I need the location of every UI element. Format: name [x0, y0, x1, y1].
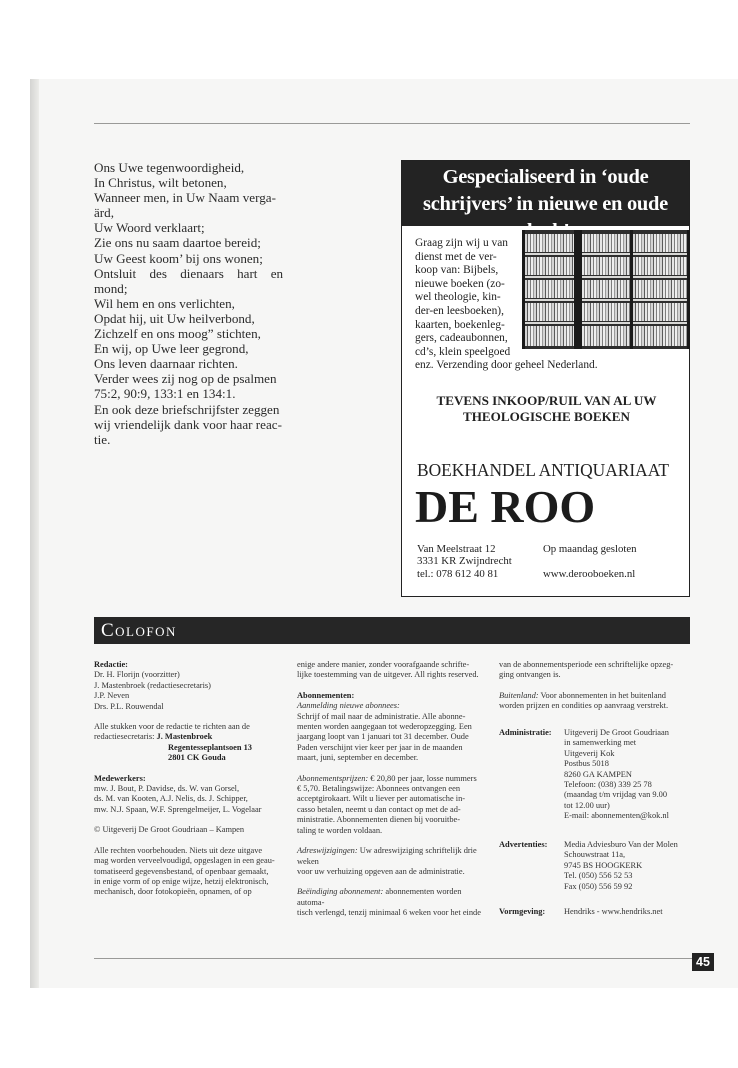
- prijzen-label: Abonnementsprijzen:: [297, 773, 369, 783]
- poem-line: Wil hem en ons verlichten,: [94, 295, 235, 311]
- beeindiging-value: abonnementen worden automa-: [297, 887, 462, 907]
- top-rule: [94, 123, 690, 124]
- colofon-header: [94, 617, 690, 644]
- administratie-block: [564, 728, 669, 822]
- ad-text-line: gers, cadeaubonnen,: [415, 332, 508, 345]
- rights-line: in enige vorm of op enige wijze, hetzij elektronisch,: [94, 876, 269, 886]
- medewerkers-line: ds. M. van Kooten, A.J. Nelis, ds. J. Schipper,: [94, 794, 248, 804]
- ad-phone: tel.: 078 612 40 81: [417, 567, 499, 580]
- ad-text-line: koop van: Bijbels,: [415, 264, 499, 277]
- prijzen-line: € 5,70. Betalingswijze: Abonnees ontvangen een: [297, 784, 461, 794]
- abonnementen-heading: Abonnementen:: [297, 690, 355, 700]
- bookshop-advertisement: [401, 160, 690, 597]
- poem-line: Uw Geest koom’ bij ons wonen;: [94, 250, 263, 266]
- stukken-label: redactiesecretaris:: [94, 732, 155, 742]
- ad-description: [415, 237, 525, 359]
- ad-text-line: der-en leesboeken),: [415, 304, 504, 317]
- ad-trade-line: TEVENS INKOOP/RUIL VAN AL UW: [436, 393, 657, 408]
- abonnementen-line: menten worden aangegaan tot wederopzegging. Een: [297, 722, 472, 732]
- adreswijziging-value: Uw adreswijziging schriftelijk drie weken: [297, 846, 477, 866]
- redactie-member: J. Mastenbroek (redactiesecretaris): [94, 680, 211, 690]
- poem-line: En wij, op Uwe leer gegrond,: [94, 341, 249, 357]
- administratie-line: Postbus 5018: [564, 759, 609, 769]
- rights-line: mechanisch, door fotokopieën, opnamen, of op: [94, 887, 252, 897]
- poem-text: [94, 160, 284, 447]
- administratie-email[interactable]: E-mail: abonnementen@kok.nl: [564, 811, 669, 821]
- administratie-line: (maandag t/m vrijdag van 9.00: [564, 790, 668, 800]
- aanmelding-label: Aanmelding nieuwe abonnees:: [297, 701, 400, 711]
- adreswijziging-line: voor uw verhuizing opgeven aan de administratie.: [297, 866, 465, 876]
- poem-line: Ontsluit des dienaars hart en: [94, 265, 284, 281]
- medewerkers-line: mw. N.J. Spaan, W.F. Sprengelmeijer, L. Vogelaar: [94, 804, 262, 814]
- ad-shipping-note: enz. Verzending door geheel Nederland.: [415, 359, 598, 371]
- redactie-member: J.P. Neven: [94, 691, 130, 701]
- ad-opening-note: Op maandag gesloten: [543, 543, 637, 555]
- buitenland-line: [499, 691, 689, 701]
- rights-cont-line: lijke toestemming van de uitgever. All rights reserved.: [297, 670, 479, 680]
- administratie-line: tot 12.00 uur): [564, 800, 610, 810]
- poem-line: tie.: [94, 431, 111, 447]
- stukken-recipient: [94, 732, 282, 742]
- abonnementen-line: Schrijf of mail naar de administratie. Alle abonne-: [297, 711, 466, 721]
- administratie-line: in samenwerking met: [564, 738, 637, 748]
- adreswijziging-label: Adreswijzigingen:: [297, 846, 358, 856]
- opzegging-line: ging ontvangen is.: [499, 670, 561, 680]
- colofon-column-3: [499, 660, 689, 712]
- ad-text-line: dienst met de ver-: [415, 250, 497, 263]
- colofon-column-2: [297, 660, 487, 919]
- ad-text-line: kaarten, boekenleg-: [415, 318, 505, 331]
- advertenties-line: Fax (050) 556 59 92: [564, 881, 633, 891]
- rights-line: tomatiseerd gegevensbestand, of openbaar gemaakt,: [94, 866, 269, 876]
- poem-line: 75:2, 90:9, 133:1 en 134:1.: [94, 386, 236, 402]
- poem-line: Zie ons nu saam daartoe bereid;: [94, 235, 261, 251]
- secretary-name: J. Mastenbroek: [156, 732, 213, 742]
- ad-headline-line: schrijvers’ in nieuwe en oude: [423, 193, 668, 215]
- poem-line: Uw Woord verklaart;: [94, 220, 205, 236]
- prijzen-line: [297, 774, 487, 784]
- rights-line: mag worden verveelvoudigd, opgeslagen in een geau-: [94, 856, 275, 866]
- medewerkers-line: mw. J. Bout, P. Davidse, ds. W. van Gorsel,: [94, 784, 240, 794]
- secretary-street: Regentesseplantsoen 13: [168, 742, 252, 752]
- bottom-rule: [94, 958, 692, 959]
- abonnementen-line: maart, juni, september en december.: [297, 753, 419, 763]
- rights-line: Alle rechten voorbehouden. Niets uit deze uitgave: [94, 845, 263, 855]
- ad-trade-in-note: [402, 393, 691, 425]
- advertenties-line: 9745 BS HOOGKERK: [564, 860, 643, 870]
- poem-line: En ook deze briefschrijfster zeggen: [94, 401, 280, 417]
- advertenties-line: Tel. (050) 556 52 53: [564, 871, 633, 881]
- page-number: 45: [692, 953, 714, 971]
- medewerkers-heading: Medewerkers:: [94, 773, 146, 783]
- bookshelf-photo: [522, 230, 690, 349]
- poem-line: In Christus, wilt betonen,: [94, 175, 227, 191]
- poem-line: Ons leven daarnaar richten.: [94, 356, 238, 372]
- advertenties-block: [564, 840, 678, 892]
- adreswijziging-line: [297, 846, 487, 867]
- poem-line: Opdat hij, uit Uw heilverbond,: [94, 310, 255, 326]
- ad-headline: [402, 161, 689, 226]
- beeindiging-line: tisch verlengd, tenzij minimaal 6 weken voor het einde: [297, 908, 481, 918]
- prijzen-line: acceptgirokaart. Wilt u liever per automatische in-: [297, 794, 466, 804]
- beeindiging-label: Beëindiging abonnement:: [297, 887, 384, 897]
- abonnementen-line: jaargang loopt van 1 januari tot 31 december. Oude: [297, 732, 469, 742]
- ad-website-link[interactable]: www.derooboeken.nl: [543, 568, 636, 580]
- ad-text-line: nieuwe boeken (zo-: [415, 277, 505, 290]
- ad-shop-name: DE ROO: [415, 481, 596, 532]
- prijzen-line: ministratie. Abonnementen dienen bij vooruitbe-: [297, 815, 461, 825]
- vormgeving-value: Hendriks - www.hendriks.net: [564, 907, 663, 916]
- poem-line: Ons Uwe tegenwoordigheid,: [94, 160, 245, 175]
- rights-cont-line: enige andere manier, zonder voorafgaande schrifte-: [297, 660, 470, 669]
- administratie-line: Telefoon: (038) 339 25 78: [564, 780, 652, 790]
- prijzen-value: € 20,80 per jaar, losse nummers: [370, 773, 477, 783]
- redactie-member: Dr. H. Florijn (voorzitter): [94, 670, 180, 680]
- opzegging-line: van de abonnementsperiode een schriftelijke opzeg-: [499, 660, 674, 669]
- ad-text-line: Graag zijn wij u van: [415, 237, 508, 249]
- buitenland-line: worden prijzen en condities op aanvraag verstrekt.: [499, 701, 669, 711]
- vormgeving-label: Vormgeving:: [499, 907, 546, 916]
- copyright-line: © Uitgeverij De Groot Goudriaan – Kampen: [94, 825, 245, 835]
- ad-address: [417, 543, 512, 580]
- redactie-heading: Redactie:: [94, 660, 128, 669]
- ad-shop-type: BOEKHANDEL ANTIQUARIAAT: [417, 460, 669, 480]
- ad-text-line: wel theologie, kin-: [415, 291, 501, 304]
- buitenland-label: Buitenland:: [499, 690, 539, 700]
- poem-line: Zichzelf en ons moog” stichten,: [94, 326, 261, 342]
- advertenties-line: Media Adviesburo Van der Molen: [564, 840, 678, 849]
- poem-line: ärd,: [94, 205, 114, 221]
- page-spine-shadow: [30, 79, 39, 988]
- advertenties-line: Schouwstraat 11a,: [564, 850, 626, 860]
- beeindiging-line: [297, 887, 487, 908]
- administratie-line: Uitgeverij Kok: [564, 748, 615, 758]
- administratie-line: 8260 GA KAMPEN: [564, 769, 632, 779]
- secretary-city: 2801 CK Gouda: [168, 753, 226, 763]
- colofon-title: Colofon: [101, 620, 177, 641]
- stukken-note: Alle stukken voor de redactie te richten aan de: [94, 722, 250, 732]
- redactie-member: Drs. P.L. Rouwendal: [94, 701, 164, 711]
- abonnementen-line: Paden verschijnt vier keer per jaar in de maanden: [297, 742, 463, 752]
- buitenland-value: Voor abonnementen in het buitenland: [540, 690, 666, 700]
- administratie-line: Uitgeverij De Groot Goudriaan: [564, 728, 669, 737]
- administratie-label: Administratie:: [499, 728, 552, 737]
- poem-line: Wanneer men, in Uw Naam verga-: [94, 190, 276, 206]
- poem-line: mond;: [94, 280, 128, 296]
- ad-text-line: cd’s, klein speelgoed: [415, 345, 511, 358]
- ad-address-line: 3331 KR Zwijndrecht: [417, 555, 512, 568]
- prijzen-line: taling te worden voldaan.: [297, 825, 383, 835]
- ad-address-line: Van Meelstraat 12: [417, 543, 496, 555]
- colofon-column-1: [94, 660, 282, 898]
- advertenties-label: Advertenties:: [499, 840, 548, 849]
- prijzen-line: casso betalen, neemt u dan contact op met de ad-: [297, 804, 461, 814]
- ad-trade-line: THEOLOGISCHE BOEKEN: [463, 408, 630, 424]
- ad-headline-line: Gespecialiseerd in ‘oude: [442, 166, 649, 188]
- poem-line: Verder wees zij nog op de psalmen: [94, 371, 277, 387]
- poem-line: wij vriendelijk dank voor haar reac-: [94, 416, 282, 432]
